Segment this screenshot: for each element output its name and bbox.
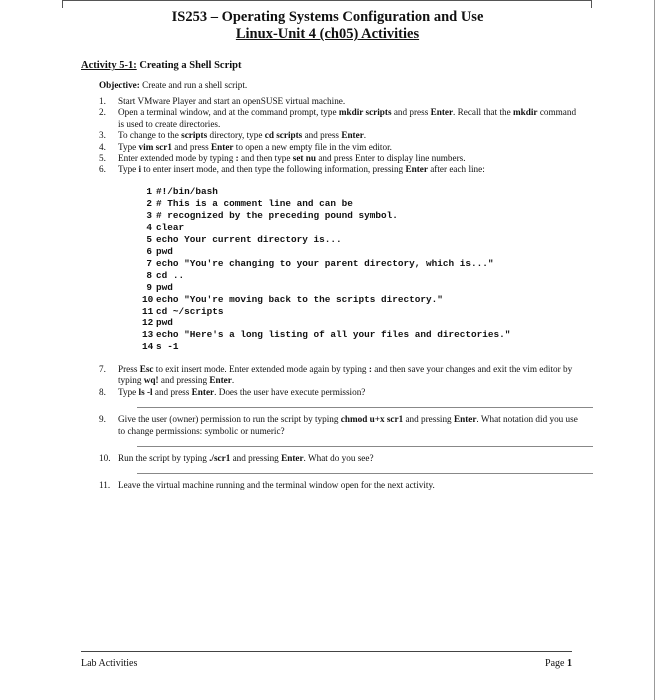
code-line	[142, 294, 510, 306]
step-number: 4.	[99, 141, 106, 152]
code-text: echo "You're changing to your parent directory, which is..."	[156, 257, 494, 269]
step-item	[99, 130, 579, 141]
step-item	[99, 164, 579, 175]
answer-line[interactable]	[137, 446, 593, 447]
code-text: # recognized by the preceding pound symbol.	[156, 209, 398, 221]
answer-line[interactable]	[137, 473, 593, 474]
line-number: 14	[142, 341, 154, 353]
step-item	[99, 387, 579, 408]
step-item	[99, 96, 579, 107]
activity-heading	[81, 60, 242, 71]
page-label: Page	[545, 658, 567, 669]
code-line	[142, 282, 510, 294]
code-line	[142, 246, 510, 258]
step-text: Leave the virtual machine running and the terminal window open for the next activity.	[118, 480, 435, 491]
step-number: 6.	[99, 164, 106, 175]
step-number: 7.	[99, 364, 106, 374]
steps-list-part2	[99, 364, 579, 492]
step-text: Enter extended mode by typing : and then type set nu and press Enter to display line numbers.	[118, 153, 466, 164]
line-number: 3	[146, 209, 152, 221]
line-number: 7	[146, 257, 152, 269]
step-text: To change to the scripts directory, type cd scripts and press Enter.	[118, 130, 367, 141]
step-item	[99, 453, 579, 474]
code-line	[142, 270, 510, 282]
line-number: 6	[146, 245, 152, 257]
code-text: pwd	[156, 281, 173, 293]
code-line	[142, 329, 510, 341]
step-item	[99, 414, 579, 447]
step-number: 10.	[99, 453, 111, 464]
document-subtitle: Linux-Unit 4 (ch05) Activities	[235, 26, 420, 42]
objective	[99, 80, 247, 90]
step-item	[99, 142, 579, 153]
code-text: pwd	[156, 245, 173, 257]
step-text: Run the script by typing ./scr1 and pressing Enter. What do you see?	[118, 453, 374, 464]
code-line	[142, 317, 510, 329]
step-item	[99, 364, 579, 387]
objective-label: Objective:	[99, 80, 140, 90]
top-page-edge	[62, 0, 592, 1]
code-line	[142, 222, 510, 234]
step-number: 11.	[99, 480, 111, 491]
line-number: 2	[146, 197, 152, 209]
step-number: 2.	[99, 107, 106, 118]
code-text: echo Your current directory is...	[156, 233, 342, 245]
step-number: 3.	[99, 130, 106, 141]
document-title: IS253 – Operating Systems Configuration and Use	[171, 9, 484, 25]
step-text: Type ls -l and press Enter. Does the user have execute permission?	[118, 386, 366, 397]
code-text: clear	[156, 221, 185, 233]
step-text: Give the user (owner) permission to run the script by typing chmod u+x scr1 and pressing Enter. What notation did you use to change permissions: symbolic or numeric?	[118, 414, 578, 436]
code-text: cd ~/scripts	[156, 305, 224, 317]
activity-label: Activity 5-1:	[81, 60, 137, 71]
activity-title: Creating a Shell Script	[136, 60, 242, 71]
page-number	[545, 658, 572, 669]
line-number: 9	[146, 281, 152, 293]
code-line	[142, 341, 510, 353]
step-number: 9.	[99, 414, 106, 425]
line-number: 5	[146, 233, 152, 245]
line-number: 4	[146, 221, 152, 233]
code-text: #!/bin/bash	[156, 186, 218, 197]
code-line	[142, 210, 510, 222]
step-text: Start VMware Player and start an openSUSE virtual machine.	[118, 96, 346, 106]
script-code-block	[142, 186, 510, 353]
code-text: s -1	[156, 341, 179, 353]
objective-text: Create and run a shell script.	[139, 80, 248, 90]
page-num: 1	[567, 658, 572, 669]
step-item	[99, 153, 579, 164]
code-line	[142, 186, 510, 198]
step-number: 1.	[99, 96, 106, 106]
line-number: 11	[142, 305, 154, 317]
code-text: echo "You're moving back to the scripts directory."	[156, 293, 443, 305]
line-number: 12	[142, 317, 154, 329]
step-text: Press Esc to exit insert mode. Enter extended mode again by typing : and then save your changes and exit the vim editor by typing wq! and pressing Enter.	[118, 364, 573, 386]
code-line	[142, 198, 510, 210]
step-number: 8.	[99, 386, 106, 397]
answer-line[interactable]	[137, 407, 593, 408]
step-number: 5.	[99, 153, 106, 164]
code-line	[142, 258, 510, 270]
line-number: 10	[142, 293, 154, 305]
footer-left: Lab Activities	[81, 658, 138, 669]
step-item	[99, 107, 579, 130]
code-text: pwd	[156, 317, 173, 329]
line-number: 13	[142, 329, 154, 341]
page-footer	[81, 651, 572, 669]
line-number: 8	[146, 269, 152, 281]
code-line	[142, 306, 510, 318]
code-text: cd ..	[156, 269, 185, 281]
step-text: Type i to enter insert mode, and then type the following information, pressing Enter after each line:	[118, 164, 485, 175]
step-item	[99, 480, 579, 491]
code-text: # This is a comment line and can be	[156, 197, 353, 209]
step-text: Open a terminal window, and at the command prompt, type mkdir scripts and press Enter. Recall that the mkdir command is used to create directories.	[118, 107, 577, 129]
code-line	[142, 234, 510, 246]
line-number: 1	[146, 186, 152, 197]
steps-list-part1	[99, 96, 579, 176]
step-text: Type vim scr1 and press Enter to open a new empty file in the vim editor.	[118, 141, 392, 152]
code-text: echo "Here's a long listing of all your files and directories."	[156, 329, 511, 341]
